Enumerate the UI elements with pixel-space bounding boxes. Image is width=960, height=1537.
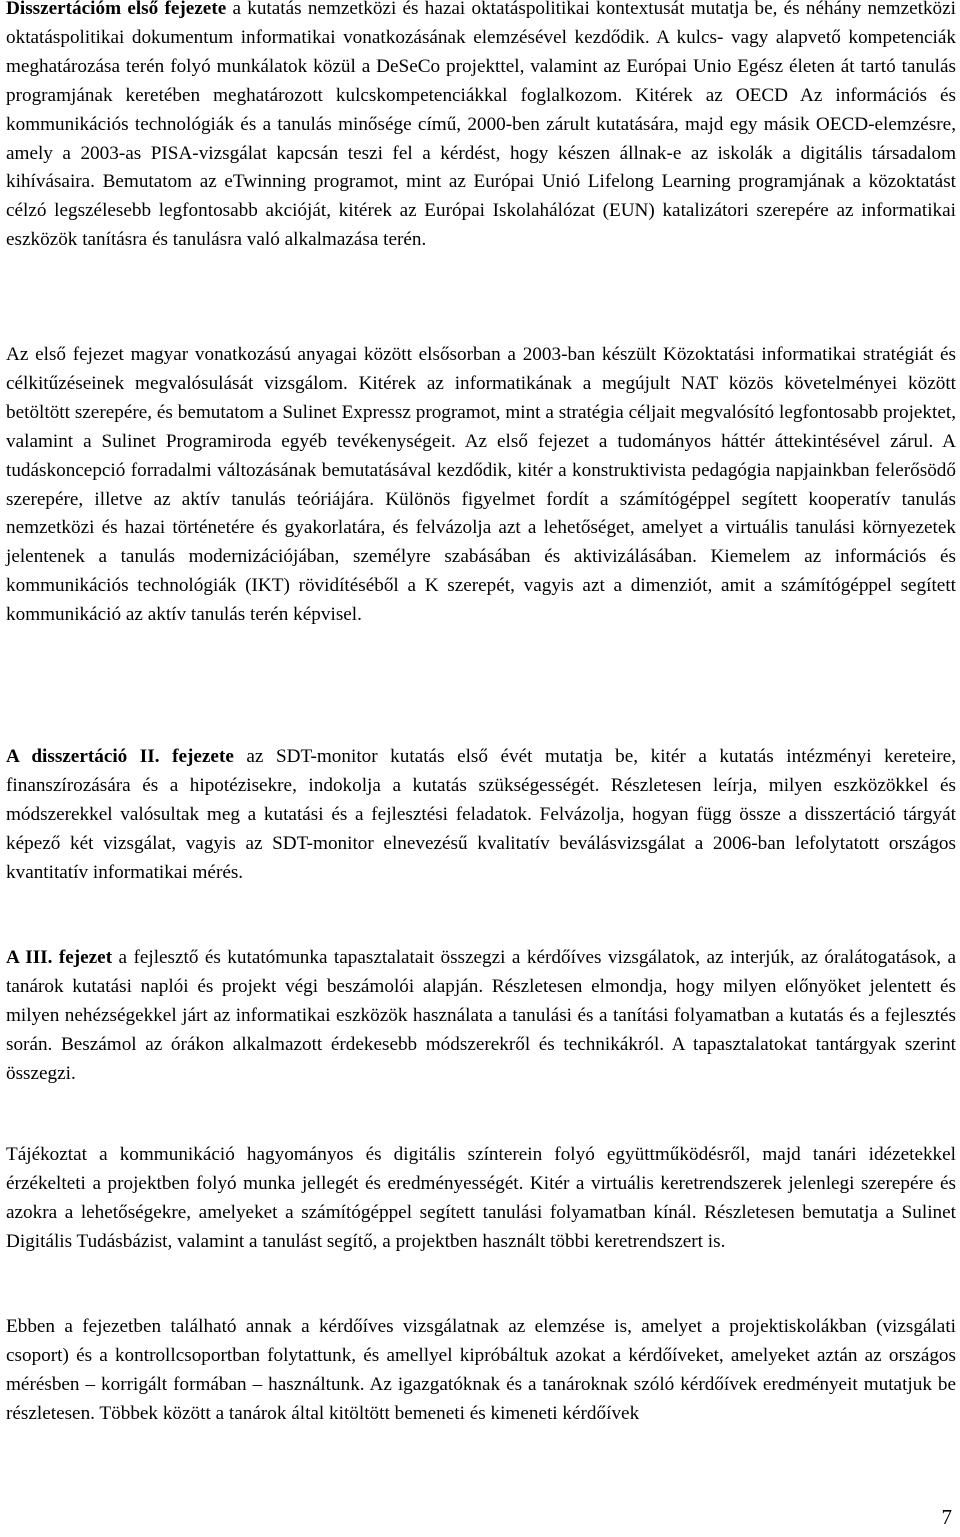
paragraph-chapter-three [6, 944, 956, 1089]
paragraph-chapter-one-intro [6, 0, 956, 255]
paragraph-text: a fejlesztő és kutatómunka tapasztalatait összegzi a kérdőíves vizsgálatok, az interjúk, az óralátogatások, a tanárok kutatási naplói és projekt végi beszámolói alapján. Részletesen elmondja, hogy milyen előnyöket jelentett és milyen nehézségekkel járt az informatikai eszközök használata a tanulási és a tanítási folyamatban a kutatás és a fejlesztés során. Beszámol az órákon alkalmazott érdekesebb módszerekről és technikákról. A tapasztalatokat tantárgyak szerint összegzi. [6, 947, 956, 1084]
bold-lead-chapter-three: A III. fejezet [6, 947, 113, 968]
bold-lead-chapter-two: A disszertáció II. fejezete [6, 746, 234, 767]
paragraph-text: Tájékoztat a kommunikáció hagyományos és digitális színterein folyó együttműködésről, majd tanári idézetekkel érzékelteti a projektben folyó munka jellegét és eredményességét. Kitér a virtuális keretrendszerek jelenlegi szerepére és azokra a lehetőségekre, amelyeket a számítógéppel segített tanulási folyamatban kínál. Részletesen bemutatja a Sulinet Digitális Tudásbázist, valamint a tanulást segítő, a projektben használt többi keretrendszert is. [6, 1144, 956, 1252]
page-number: 7 [941, 1505, 952, 1529]
paragraph-text: a kutatás nemzetközi és hazai oktatáspolitikai kontextusát mutatja be, és néhány nemzetközi oktatáspolitikai dokumentum informatikai vonatkozásának elemzésével kezdődik. A kulcs- vagy alapvető kompetenciák meghatározása terén folyó munkálatok közül a DeSeCo projekttel, valamint az Európai Unio Egész életen át tartó tanulás programjának keretében meghatározott kulcskompetenciákkal foglalkozom. Kitérek az OECD Az információs és kommunikációs technológiák és a tanulás minősége című, 2000-ben zárult kutatására, majd egy másik OECD-elemzésre, amely a 2003-as PISA-vizsgálat kapcsán teszi fel a kérdést, hogy készen állnak-e az iskolák a digitális társadalom kihívásaira. Bemutatom az eTwinning programot, mint az Európai Unió Lifelong Learning programjának a közoktatást célzó legszélesebb legfontosabb akcióját, kitérek az Európai Iskolahálózat (EUN) katalizátori szerepére az informatikai eszközök tanításra és tanulásra való alkalmazása terén. [6, 0, 956, 251]
paragraph-chapter-two [6, 743, 956, 888]
paragraph-text: Az első fejezet magyar vonatkozású anyagai között elsősorban a 2003-ban készült Közoktatási informatikai stratégiát és célkitűzéseinek megvalósulását vizsgálom. Kitérek az informatikának a megújult NAT közös követelményei között betöltött szerepére, és bemutatom a Sulinet Expressz programot, mint a stratégia céljait megvalósító legfontosabb projektet, valamint a Sulinet Programiroda egyéb tevékenységeit. Az első fejezet a tudományos háttér áttekintésével zárul. A tudáskoncepció forradalmi változásának bemutatásával kezdődik, kitér a konstruktivista pedagógia napjainkban felerősödő szerepére, illetve az aktív tanulás teóriájára. Különös figyelmet fordít a számítógéppel segített kooperatív tanulás nemzetközi és hazai történetére és gyakorlatára, és felvázolja azt a lehetőséget, amelyet a virtuális tanulási környezetek jelentenek a tanulás modernizációjában, személyre szabásában és aktivizálásában. Kiemelem az információs és kommunikációs technológiák (IKT) rövidítéséből a K szerepét, vagyis azt a dimenziót, amit a számítógéppel segített kommunikáció az aktív tanulás terén képvisel. [6, 344, 956, 626]
paragraph-communication [6, 1141, 956, 1257]
paragraph-chapter-one-hungarian [6, 341, 956, 630]
paragraph-text: az SDT-monitor kutatás első évét mutatja be, kitér a kutatás intézményi kereteire, finanszírozására és a hipotézisekre, indokolja a kutatás szükségességét. Részletesen leírja, milyen eszközökkel és módszerekkel valósultak meg a kutatási és a fejlesztési feladatok. Felvázolja, hogyan függ össze a disszertáció tárgyát képező két vizsgálat, vagyis az SDT-monitor elnevezésű kvalitatív beválásvizsgálat a 2006-ban lefolytatott országos kvantitatív informatikai mérés. [6, 746, 956, 883]
paragraph-questionnaire-analysis [6, 1313, 956, 1429]
bold-lead-chapter-one: Disszertációm első fejezete [6, 0, 227, 19]
paragraph-text: Ebben a fejezetben található annak a kérdőíves vizsgálatnak az elemzése is, amelyet a projektiskolákban (vizsgálati csoport) és a kontrollcsoportban folytattunk, és amellyel kipróbáltuk azokat a kérdőíveket, amelyeket aztán az országos mérésben – korrigált formában – használtunk. Az igazgatóknak és a tanároknak szóló kérdőívek eredményeit mutatjuk be részletesen. Többek között a tanárok által kitöltött bemeneti és kimeneti kérdőívek [6, 1316, 956, 1424]
